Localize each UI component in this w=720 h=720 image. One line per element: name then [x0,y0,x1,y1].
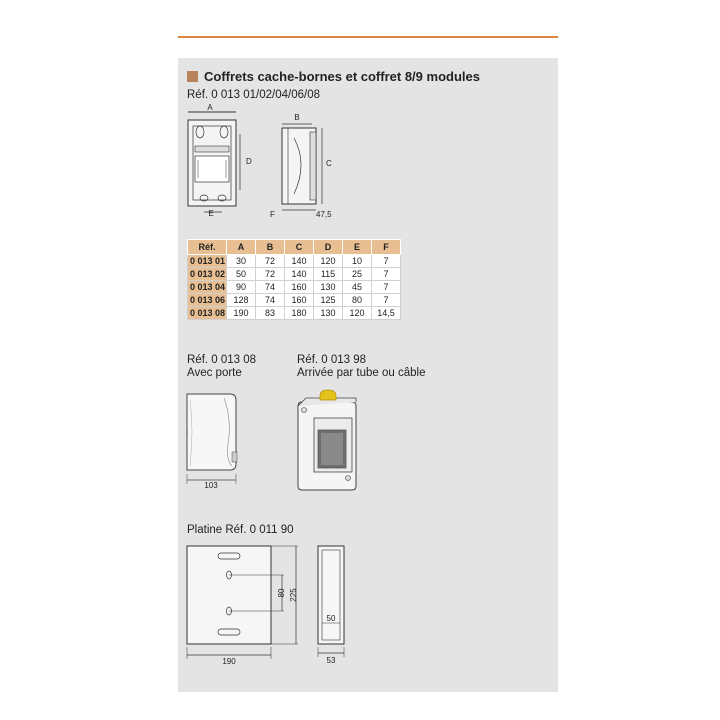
door-width-label: 103 [204,481,218,490]
label-depth: 47,5 [316,210,332,219]
cell-e: 45 [343,281,372,294]
table-row [188,281,401,294]
cell-a: 50 [227,268,256,281]
label-b: B [294,113,300,122]
cell-d: 130 [314,281,343,294]
table-header-row [188,240,401,255]
header-b: B [256,240,285,255]
platine-width-label: 190 [222,657,236,666]
front-view [188,112,240,212]
label-c: C [326,159,332,168]
title-square-icon [187,71,198,82]
cell-a: 90 [227,281,256,294]
cell-e: 10 [343,255,372,268]
cell-f: 7 [372,281,401,294]
cell-e: 25 [343,268,372,281]
table-row [188,307,401,320]
cell-d: 115 [314,268,343,281]
label-d: D [246,157,252,166]
platine-depth-label: 53 [326,656,336,665]
header-e: E [343,240,372,255]
label-e: E [208,209,214,218]
cable-gland-icon [320,390,336,400]
label-f: F [270,210,275,219]
platine-side-width-label: 50 [326,614,336,623]
cell-ref: 0 013 01 [188,255,227,268]
platine-height-label: 225 [289,588,298,602]
platine-title: Platine Réf. 0 011 90 [187,524,294,536]
cell-a: 190 [227,307,256,320]
header-f: F [372,240,401,255]
door-caption: Avec porte [187,367,242,379]
table-row [188,255,401,268]
platine-drawing [184,543,364,665]
header-a: A [227,240,256,255]
section-title [187,69,480,84]
cell-c: 140 [285,255,314,268]
cell-f: 7 [372,255,401,268]
cell-ref: 0 013 04 [188,281,227,294]
cable-ref: Réf. 0 013 98 [297,354,367,366]
door-box-outline [187,394,236,470]
cell-b: 74 [256,281,285,294]
table-row [188,294,401,307]
cell-d: 120 [314,255,343,268]
cell-b: 74 [256,294,285,307]
cell-a: 30 [227,255,256,268]
label-a: A [207,103,213,112]
cell-ref: 0 013 08 [188,307,227,320]
section-title-text: Coffrets cache-bornes et coffret 8/9 modules [204,69,480,84]
table-row [188,268,401,281]
header-ref: Réf. [188,240,227,255]
cell-a: 128 [227,294,256,307]
dimension-table [187,239,401,320]
door-ref: Réf. 0 013 08 [187,354,257,366]
cell-c: 180 [285,307,314,320]
side-view [282,124,322,210]
technical-drawing-boxes [184,104,354,219]
cell-b: 72 [256,268,285,281]
cell-ref: 0 013 02 [188,268,227,281]
header-d: D [314,240,343,255]
top-accent-rule [178,36,558,38]
cell-e: 120 [343,307,372,320]
cell-b: 83 [256,307,285,320]
cell-ref: 0 013 06 [188,294,227,307]
cell-c: 160 [285,294,314,307]
cable-box-drawing [294,388,364,498]
cell-c: 140 [285,268,314,281]
cell-d: 125 [314,294,343,307]
platine-spacing-label: 80 [277,588,286,598]
cell-c: 160 [285,281,314,294]
cell-f: 7 [372,294,401,307]
door-box-drawing [184,390,244,490]
header-c: C [285,240,314,255]
ref-line: Réf. 0 013 01/02/04/06/08 [187,89,320,101]
cell-d: 130 [314,307,343,320]
cell-e: 80 [343,294,372,307]
cable-caption: Arrivée par tube ou câble [297,367,426,379]
cell-f: 7 [372,268,401,281]
cell-f: 14,5 [372,307,401,320]
cell-b: 72 [256,255,285,268]
